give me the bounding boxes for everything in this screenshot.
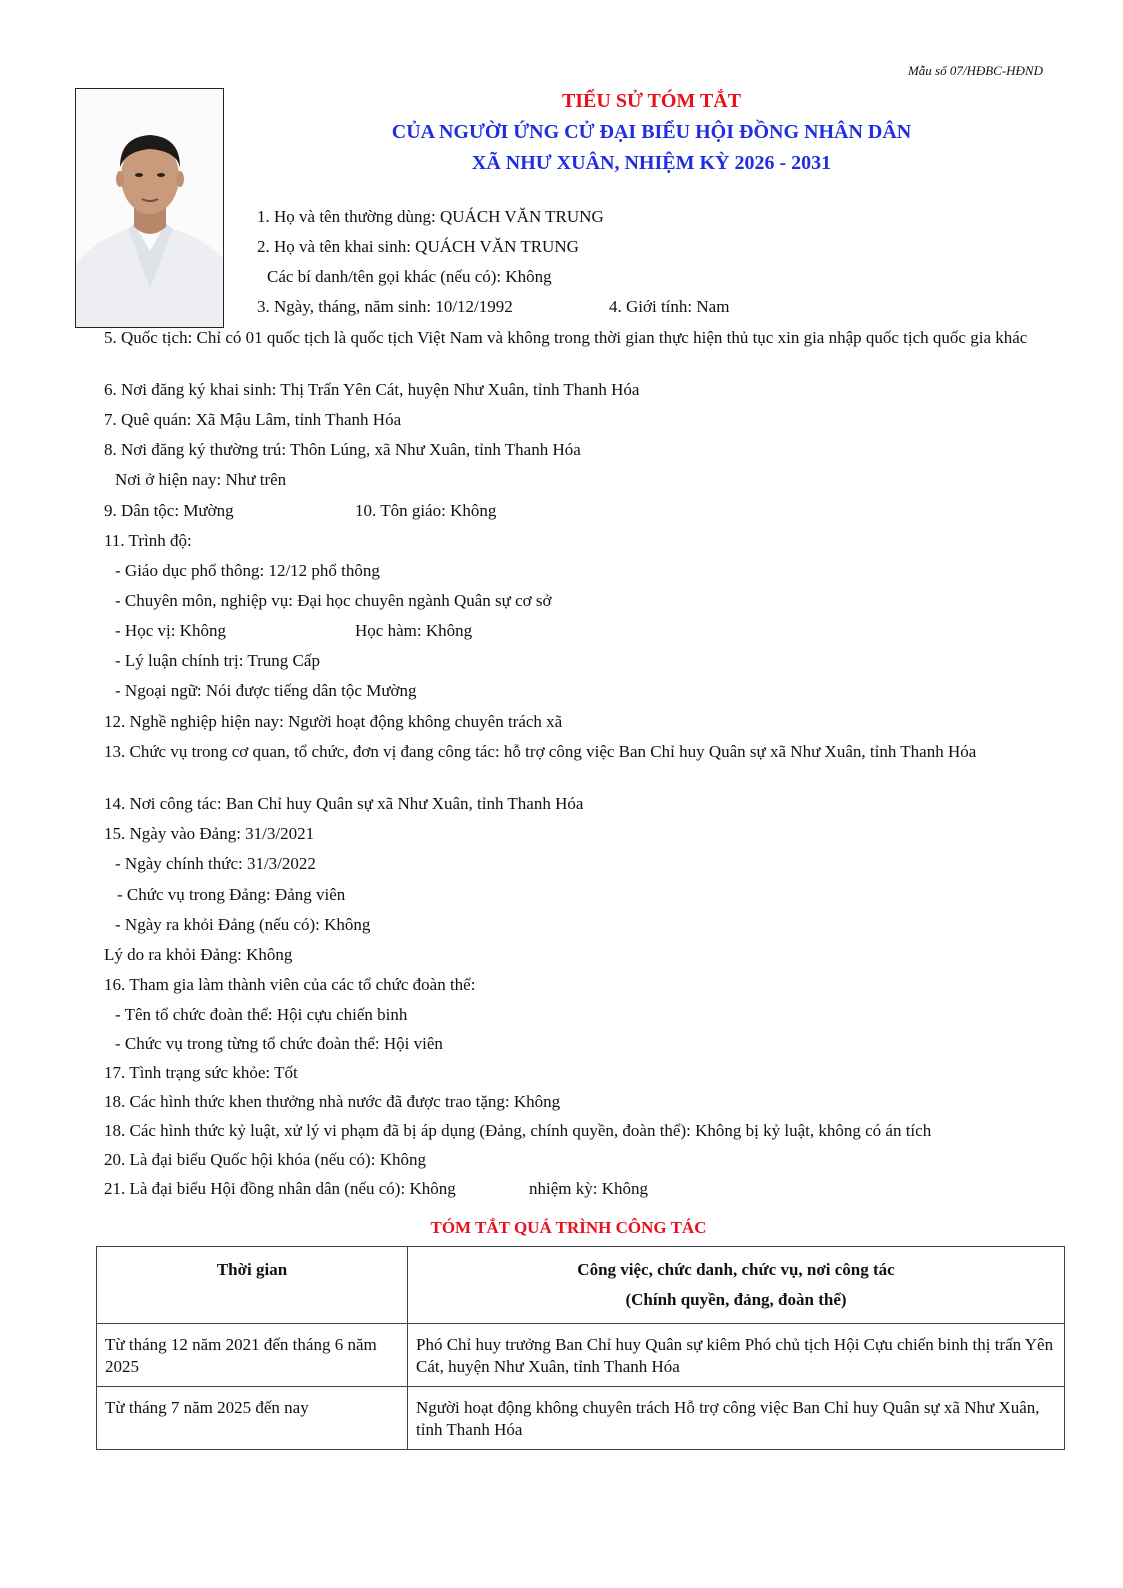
title-line-2: CỦA NGƯỜI ỨNG CỬ ĐẠI BIỂU HỘI ĐỒNG NHÂN DÂN xyxy=(391,121,912,143)
field-political-theory: - Lý luận chính trị: Trung Cấp xyxy=(115,651,320,670)
field-common-name xyxy=(257,206,604,228)
field-ethnicity: 9. Dân tộc: Mường xyxy=(104,501,234,520)
field-organization-name: - Tên tổ chức đoàn thể: Hội cựu chiến binh xyxy=(115,1005,408,1024)
field-birth-name xyxy=(257,236,579,258)
column-header-job xyxy=(408,1247,1065,1324)
field-organizations: 16. Tham gia làm thành viên của các tổ chức đoàn thể: xyxy=(104,975,476,994)
column-header-time-label: Thời gian xyxy=(216,1260,288,1279)
field-gender xyxy=(609,296,729,318)
cell-time: Từ tháng 7 năm 2025 đến nay xyxy=(97,1387,408,1450)
field-party-official-date: - Ngày chính thức: 31/3/2022 xyxy=(115,854,316,873)
field-position: 13. Chức vụ trong cơ quan, tổ chức, đơn vị đang công tác: hỗ trợ công việc Ban Chỉ huy Quân sự xã Như Xuân, tỉnh Thanh Hóa xyxy=(104,742,977,761)
field-birth-registration: 6. Nơi đăng ký khai sinh: Thị Trấn Yên Cát, huyện Như Xuân, tỉnh Thanh Hóa xyxy=(104,380,640,399)
field-occupation: 12. Nghề nghiệp hiện nay: Người hoạt động không chuyên trách xã xyxy=(104,712,563,731)
field-party-leave-reason: Lý do ra khỏi Đảng: Không xyxy=(104,945,293,964)
field-general-education: - Giáo dục phổ thông: 12/12 phổ thông xyxy=(115,561,380,580)
field-academic-degree: - Học vị: Không xyxy=(115,621,226,640)
field-professional-education: - Chuyên môn, nghiệp vụ: Đại học chuyên ngành Quân sự cơ sở xyxy=(115,591,552,610)
field-label: 4. Giới tính: xyxy=(609,297,693,316)
column-header-job-label: Công việc, chức danh, chức vụ, nơi công tác xyxy=(577,1260,895,1279)
field-value: QUÁCH VĂN TRUNG xyxy=(415,237,579,256)
field-label: 1. Họ và tên thường dùng: xyxy=(257,207,436,226)
field-aliases: Các bí danh/tên gọi khác (nếu có): Không xyxy=(267,267,552,286)
field-party-join-date: 15. Ngày vào Đảng: 31/3/2021 xyxy=(104,824,315,843)
table-row xyxy=(97,1324,1065,1387)
field-health: 17. Tình trạng sức khỏe: Tốt xyxy=(104,1063,298,1082)
form-code: Mẫu số 07/HĐBC-HĐND xyxy=(907,63,1043,78)
field-discipline: 18. Các hình thức kỷ luật, xử lý vi phạm đã bị áp dụng (Đảng, chính quyền, đoàn thể): Không bị kỷ luật, không có án tích xyxy=(104,1121,932,1140)
cell-job: Người hoạt động không chuyên trách Hỗ trợ công việc Ban Chỉ huy Quân sự xã Như Xuân, tỉnh Thanh Hóa xyxy=(408,1387,1065,1450)
field-value: Nam xyxy=(696,297,730,316)
field-national-assembly: 20. Là đại biểu Quốc hội khóa (nếu có): Không xyxy=(104,1150,426,1169)
field-party-leave-date: - Ngày ra khỏi Đảng (nếu có): Không xyxy=(115,915,371,934)
field-peoples-council: 21. Là đại biểu Hội đồng nhân dân (nếu có): Không xyxy=(104,1179,456,1198)
field-organization-position: - Chức vụ trong từng tổ chức đoàn thể: Hội viên xyxy=(115,1034,443,1053)
field-academic-title: Học hàm: Không xyxy=(355,621,473,640)
field-foreign-language: - Ngoại ngữ: Nói được tiếng dân tộc Mường xyxy=(115,681,417,700)
column-header-time xyxy=(97,1247,408,1324)
field-value: QUÁCH VĂN TRUNG xyxy=(440,207,604,226)
work-history-title: TÓM TẮT QUÁ TRÌNH CÔNG TÁC xyxy=(430,1218,707,1237)
field-workplace: 14. Nơi công tác: Ban Chỉ huy Quân sự xã Như Xuân, tỉnh Thanh Hóa xyxy=(104,794,584,813)
table-header-row xyxy=(97,1247,1065,1324)
field-education-heading: 11. Trình độ: xyxy=(104,531,192,550)
field-hometown: 7. Quê quán: Xã Mậu Lâm, tỉnh Thanh Hóa xyxy=(104,410,402,429)
cell-job: Phó Chỉ huy trưởng Ban Chỉ huy Quân sự kiêm Phó chủ tịch Hội Cựu chiến binh thị trấn Yên Cát, huyện Như Xuân, tỉnh Thanh Hóa xyxy=(408,1324,1065,1387)
table-row xyxy=(97,1387,1065,1450)
field-nationality: 5. Quốc tịch: Chỉ có 01 quốc tịch là quốc tịch Việt Nam và không trong thời gian thực hiện thủ tục xin gia nhập quốc tịch quốc gia khác xyxy=(104,328,1028,347)
column-header-job-sublabel: (Chính quyền, đảng, đoàn thể) xyxy=(625,1290,847,1309)
field-birth-date: 3. Ngày, tháng, năm sinh: 10/12/1992 xyxy=(257,297,513,316)
field-current-residence: Nơi ở hiện nay: Như trên xyxy=(115,470,287,489)
field-awards: 18. Các hình thức khen thưởng nhà nước đã được trao tặng: Không xyxy=(104,1092,561,1111)
field-label: 2. Họ và tên khai sinh: xyxy=(257,237,411,256)
work-history-table xyxy=(96,1246,1065,1450)
title-line-1: TIỂU SỬ TÓM TẮT xyxy=(561,90,742,112)
field-permanent-residence: 8. Nơi đăng ký thường trú: Thôn Lúng, xã Như Xuân, tỉnh Thanh Hóa xyxy=(104,440,581,459)
field-religion: 10. Tôn giáo: Không xyxy=(355,501,497,520)
field-peoples-council-term: nhiệm kỳ: Không xyxy=(529,1179,648,1198)
cell-time: Từ tháng 12 năm 2021 đến tháng 6 năm 2025 xyxy=(97,1324,408,1387)
title-line-3: XÃ NHƯ XUÂN, NHIỆM KỲ 2026 - 2031 xyxy=(471,152,832,174)
field-party-position: - Chức vụ trong Đảng: Đảng viên xyxy=(117,885,346,904)
